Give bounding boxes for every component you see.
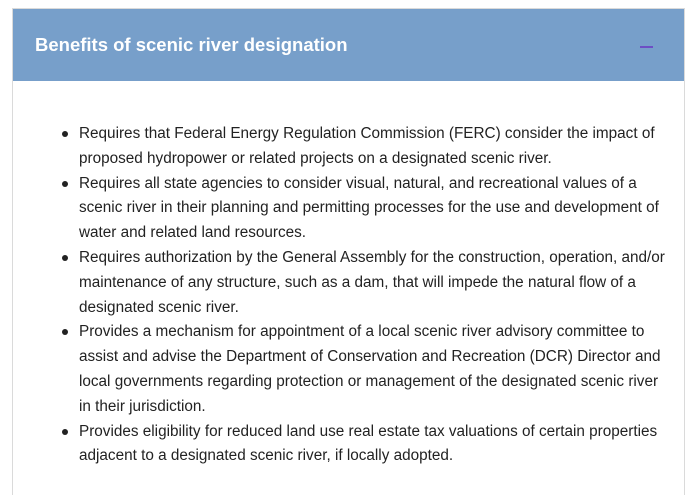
minus-icon — [640, 46, 653, 48]
panel-title: Benefits of scenic river designation — [35, 34, 348, 55]
collapse-toggle-button[interactable] — [636, 36, 658, 58]
benefit-item: Provides a mechanism for appointment of a local scenic river advisory committee to assist and advise the Department of Conservation and Recreation (DCR) Director and local governments regarding protection or management of the designated scenic river in their jurisdiction. — [59, 320, 669, 419]
benefits-list — [59, 122, 669, 469]
benefit-item: Requires authorization by the General Assembly for the construction, operation, and/or maintenance of any structure, such as a dam, that will impede the natural flow of a designated scenic river. — [59, 246, 669, 320]
benefit-item: Provides eligibility for reduced land use real estate tax valuations of certain properties adjacent to a designated scenic river, if locally adopted. — [59, 420, 669, 470]
accordion-panel — [12, 8, 685, 495]
benefit-item: Requires that Federal Energy Regulation Commission (FERC) consider the impact of proposed hydropower or related projects on a designated scenic river. — [59, 122, 669, 172]
accordion-header[interactable] — [13, 9, 684, 81]
benefit-item: Requires all state agencies to consider visual, natural, and recreational values of a scenic river in their planning and permitting processes for the use and development of water and related land resources. — [59, 172, 669, 246]
